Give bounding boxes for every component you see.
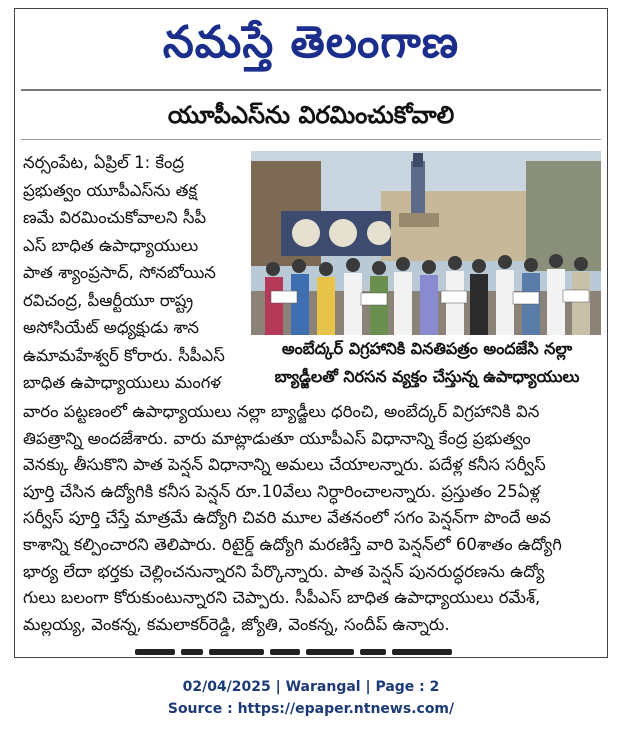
body-line: పూర్తి చేసిన ఉద్యోగికి కనీస పెన్షన్ రూ.10వేలు నిర్ధారించాలన్నారు. ప్రస్తుతం 25ఏళ్ల [23,481,541,501]
protest-photo-illustration [251,151,601,335]
column-line: ణమే విరమించుకోవాలని సీపీ [23,208,207,227]
article-column-text [23,149,245,397]
caption-line: బ్యాడ్జీలతో నిరసన వ్యక్తం చేస్తున్న ఉపాధ్యాయులు [274,367,580,386]
body-line: సర్వీస్ పూర్తి చేస్తే మాత్రమే ఉద్యోగి చివరి మూల వేతనంలో సగం పెన్షన్‌గా పొందే అవ [23,508,551,528]
masthead [15,9,607,81]
body-line: భార్య లేదా భర్తకు చెల్లించనున్నారని పేర్కొన్నారు. పాత పెన్షన్ పునరుద్ధరణను ఉద్యో [23,561,545,581]
column-line: పాత శ్యాంప్రసాద్, సోనబోయిన [23,263,216,282]
source-footer [0,676,622,720]
caption-line: అంబేద్కర్ విగ్రహానికి వినతిపత్రం అందజేసి నల్లా [281,339,573,358]
article-body-text [23,399,601,638]
column-line: ఎస్ బాధిత ఉపాధ్యాయులు [23,235,199,255]
newspaper-clipping [14,8,608,658]
body-line: కాశాన్ని కల్పించారని తెలిపారు. రిటైర్డ్ ఉద్యోగి మరణిస్తే వారి పెన్షన్‌లో 60శాతం ఉద్యోగి [23,534,562,554]
column-line: అసోసియేట్ అధ్యక్షుడు శాన [23,318,200,337]
body-line: తిపత్రాన్ని అందజేశారు. వారు మాట్లాడుతూ యూపీఎస్ విధానాన్ని కేంద్ర ప్రభుత్వం [23,428,531,448]
article-photo [251,151,601,335]
footer-date-edition: 02/04/2025 | Warangal | Page : 2 [182,679,440,695]
cutoff-next-article-text [135,649,475,658]
masthead-rule [21,89,601,91]
column-line: ఉమామహేశ్వర్ కోరారు. సీపీఎస్ [23,345,225,365]
column-line: ప్రభుత్వం యూపీఎస్‌ను తక్ష [23,180,198,200]
body-line: వారం పట్టణంలో ఉపాధ్యాయులు నల్లా బ్యాడ్జీలు ధరించి, అంబేద్కర్ విగ్రహానికి విన [23,402,540,421]
body-line: మల్లయ్య, వెంకన్న, కమలాకర్‌రెడ్డి, జ్యోతి, వెంకన్న, సందీప్ ఉన్నారు. [23,614,450,634]
headline-rule [21,139,601,140]
article-headline: యూపీఎస్‌ను విరమించుకోవాలి [167,101,455,129]
body-line: వెనక్కు తీసుకొని పాత పెన్షన్ విధానాన్ని అమలు చేయాలన్నారు. పదేళ్ల కనీస సర్వీస్ [23,455,546,475]
photo-caption [251,335,603,391]
footer-source-link: Source : https://epaper.ntnews.com/ [167,701,455,717]
column-line: నర్సంపేట, ఏప్రిల్ 1: కేంద్ర [23,153,185,172]
column-line: రవిచంద్ర, పీఆర్టీయూ రాష్ట్ర [23,290,194,310]
body-line: గులు బలంగా కోరుకుంటున్నారని చెప్పారు. సీపీఎస్ బాధిత ఉపాధ్యాయులు రమేశ్, [23,588,541,608]
masthead-title: నమస్తే తెలంగాణ [162,17,460,68]
column-line: బాధిత ఉపాధ్యాయులు మంగళ [23,373,221,392]
